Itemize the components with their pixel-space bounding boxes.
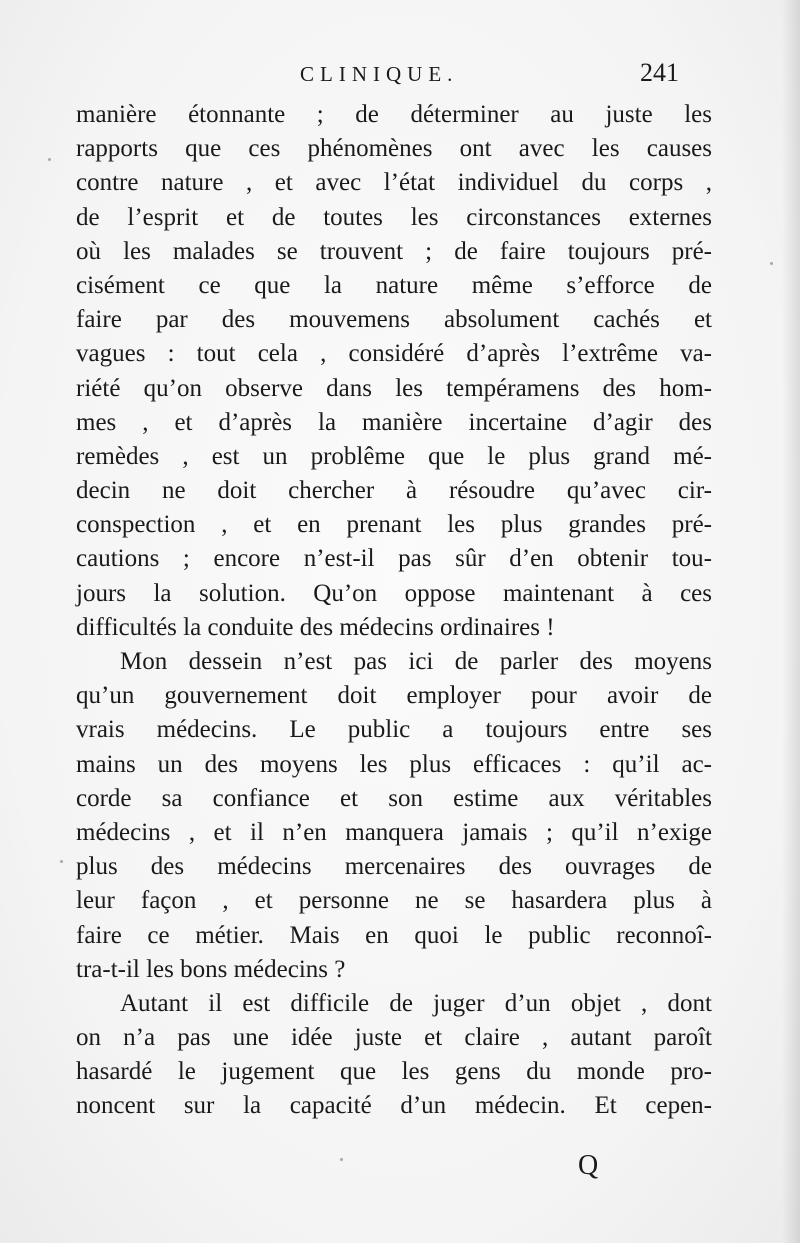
text-line: vagues : tout cela , considéré d’après l’extrême va-	[76, 340, 712, 368]
text-line: noncent sur la capacité d’un médecin. Et cepen-	[76, 1092, 712, 1120]
paper-speck	[770, 262, 773, 265]
paper-speck	[60, 860, 63, 863]
text-line: corde sa confiance et son estime aux véritables	[76, 784, 712, 812]
text-line: decin ne doit chercher à résoudre qu’avec cir-	[76, 477, 712, 505]
text-line: riété qu’on observe dans les tempéramens des hom-	[76, 374, 712, 402]
text-line: rapports que ces phénomènes ont avec les causes	[76, 135, 712, 163]
body-text	[76, 98, 712, 1124]
signature-mark: Q	[578, 1150, 599, 1181]
text-line: mes , et d’après la manière incertaine d’agir des	[76, 408, 712, 436]
text-line: mains un des moyens les plus efficaces : qu’il ac-	[76, 750, 712, 778]
text-line: de l’esprit et de toutes les circonstances externes	[76, 203, 712, 231]
text-line: qu’un gouvernement doit employer pour avoir de	[76, 682, 712, 710]
text-line: Mon dessein n’est pas ici de parler des moyens	[120, 648, 712, 675]
text-line: leur façon , et personne ne se hasardera plus à	[76, 887, 712, 915]
text-line: Autant il est difficile de juger d’un objet , dont	[120, 989, 712, 1017]
text-line: vrais médecins. Le public a toujours entre ses	[76, 716, 712, 744]
text-line: faire par des mouvemens absolument cachés et	[76, 306, 712, 334]
text-line: médecins , et il n’en manquera jamais ; qu’il n’exige	[76, 818, 712, 846]
page-number: 241	[640, 58, 679, 87]
running-head: CLINIQUE.	[300, 62, 459, 86]
text-line: cautions ; encore n’est-il pas sûr d’en obtenir tou-	[76, 545, 712, 573]
text-line: où les malades se trouvent ; de faire toujours pré-	[76, 237, 712, 265]
text-line: tra-t-il les bons médecins ?	[76, 955, 346, 983]
text-line: manière étonnante ; de déterminer au juste les	[76, 101, 712, 128]
text-line: cisément ce que la nature même s’efforce de	[76, 271, 712, 299]
text-line: conspection , et en prenant les plus grandes pré-	[76, 511, 712, 539]
text-line: plus des médecins mercenaires des ouvrages de	[76, 853, 712, 881]
text-line: hasardé le jugement que les gens du monde pro-	[76, 1058, 712, 1086]
text-line: on n’a pas une idée juste et claire , autant paroît	[76, 1024, 712, 1052]
text-line: faire ce métier. Mais en quoi le public reconnoî-	[76, 921, 712, 949]
paper-speck	[340, 1158, 343, 1161]
text-line: remèdes , est un problême que le plus grand mé-	[76, 442, 712, 470]
text-line: contre nature , et avec l’état individuel du corps ,	[76, 169, 712, 197]
text-line: difficultés la conduite des médecins ordinaires !	[76, 613, 555, 641]
text-line: jours la solution. Qu’on oppose maintenant à ces	[76, 579, 712, 607]
paper-speck	[48, 158, 51, 161]
page-edge-shadow	[782, 0, 800, 1243]
